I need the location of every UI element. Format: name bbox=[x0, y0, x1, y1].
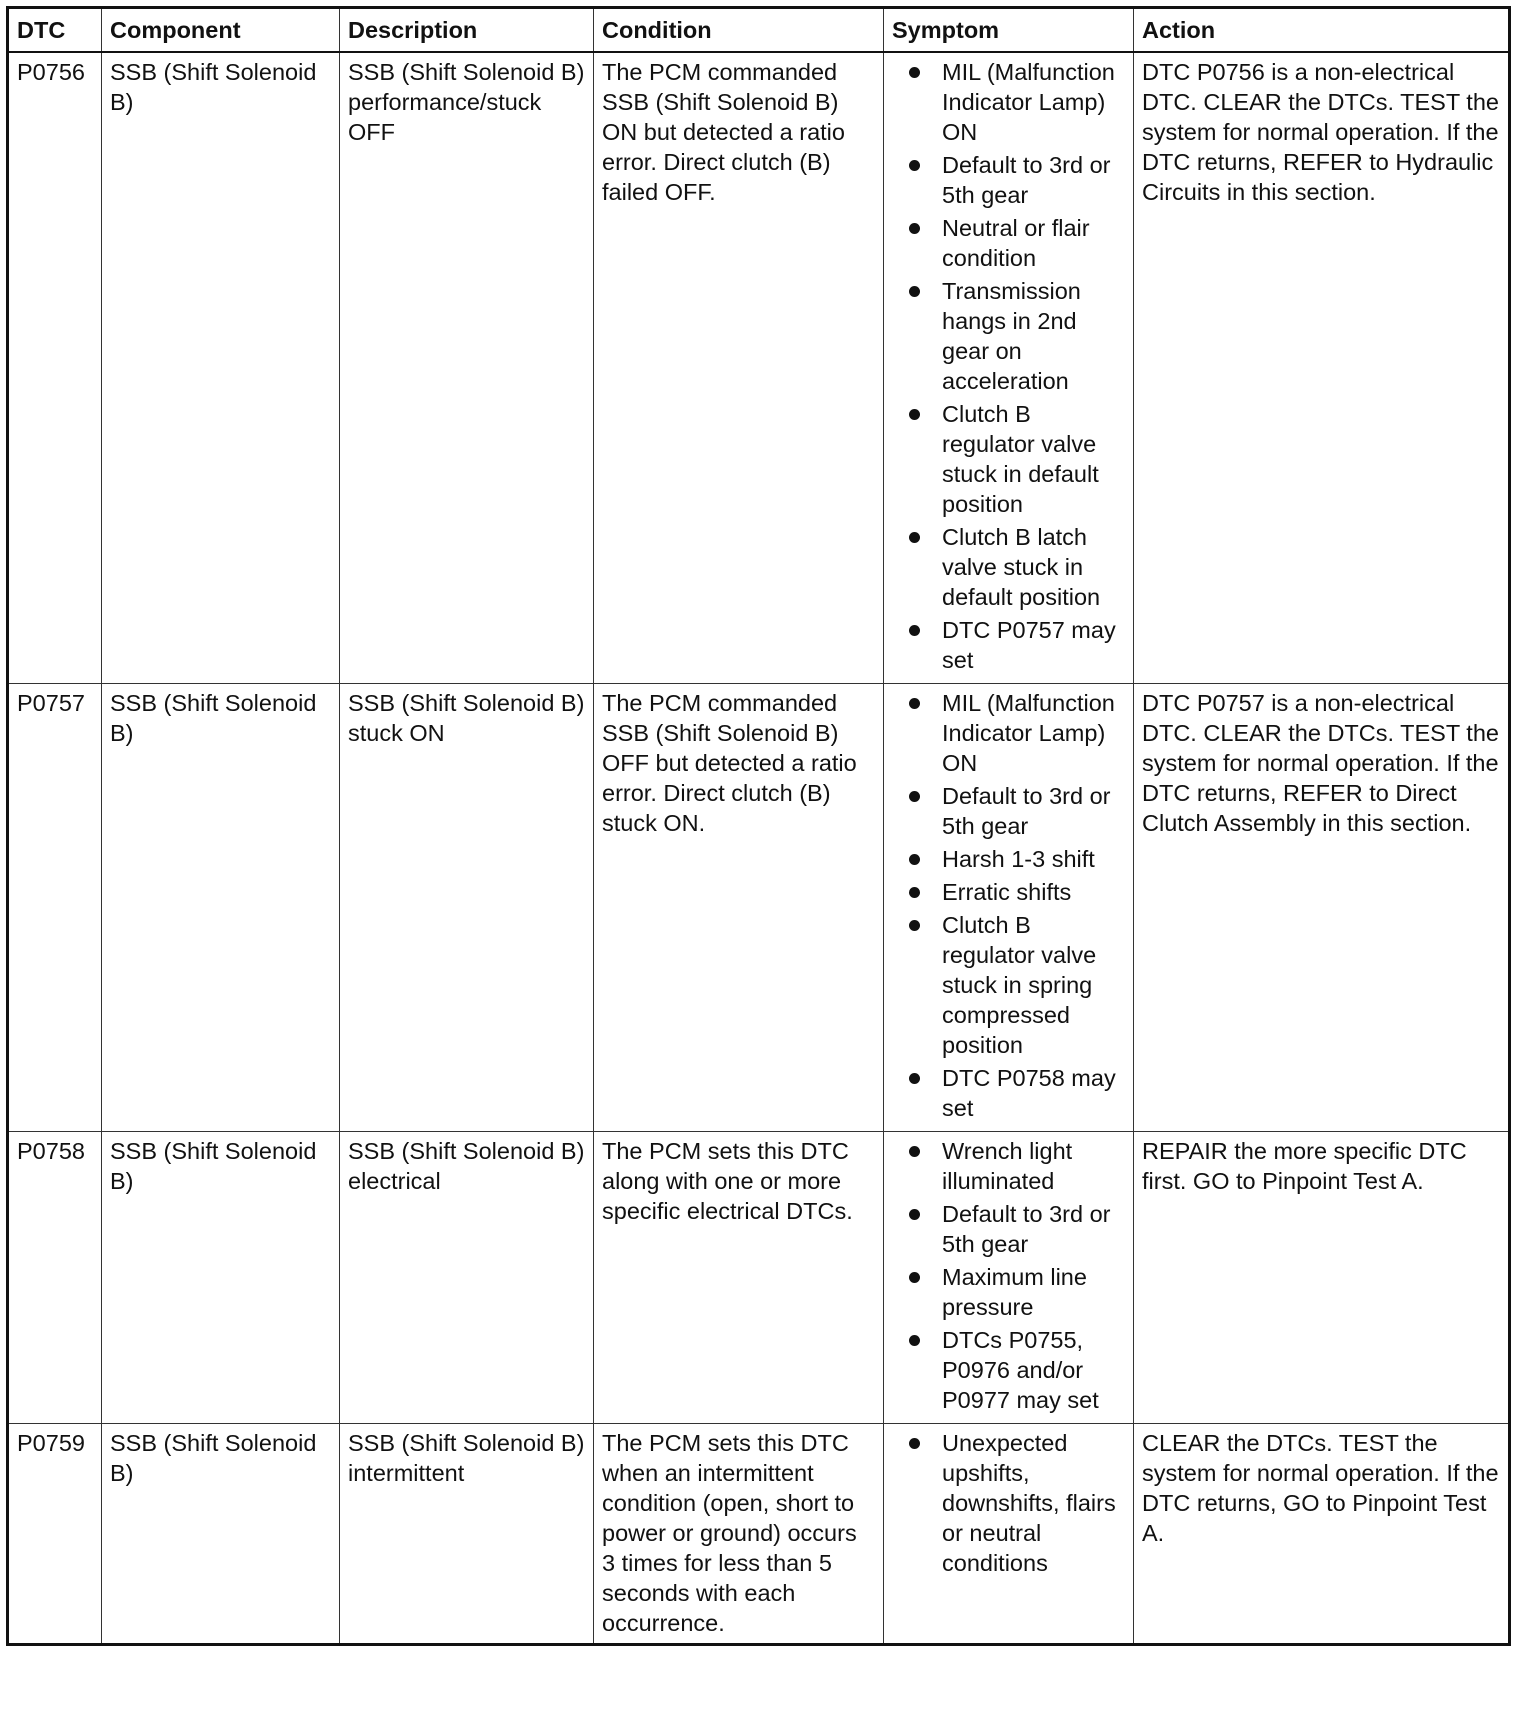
symptom-item bbox=[892, 1262, 1125, 1322]
header-condition: Condition bbox=[594, 8, 884, 53]
bullet-icon bbox=[909, 1073, 920, 1084]
cell-dtc: P0756 bbox=[8, 52, 102, 684]
cell-action: REPAIR the more specific DTC first. GO to Pinpoint Test A. bbox=[1134, 1132, 1510, 1424]
cell-condition: The PCM sets this DTC along with one or more specific electrical DTCs. bbox=[594, 1132, 884, 1424]
cell-condition: The PCM sets this DTC when an intermittent condition (open, short to power or ground) occurs 3 times for less than 5 seconds with each occurrence. bbox=[594, 1424, 884, 1645]
symptom-text: DTCs P0755, P0976 and/or P0977 may set bbox=[942, 1327, 1099, 1413]
bullet-icon bbox=[909, 1335, 920, 1346]
cell-component: SSB (Shift Solenoid B) bbox=[102, 684, 340, 1132]
table-body bbox=[8, 52, 1510, 1645]
bullet-icon bbox=[909, 698, 920, 709]
symptom-list bbox=[892, 1136, 1125, 1415]
cell-component: SSB (Shift Solenoid B) bbox=[102, 1424, 340, 1645]
symptom-item bbox=[892, 276, 1125, 396]
symptom-list bbox=[892, 57, 1125, 675]
cell-action: CLEAR the DTCs. TEST the system for normal operation. If the DTC returns, GO to Pinpoint Test A. bbox=[1134, 1424, 1510, 1645]
bullet-icon bbox=[909, 160, 920, 171]
header-description: Description bbox=[340, 8, 594, 53]
header-symptom: Symptom bbox=[884, 8, 1134, 53]
symptom-item bbox=[892, 781, 1125, 841]
header-action: Action bbox=[1134, 8, 1510, 53]
bullet-icon bbox=[909, 920, 920, 931]
header-dtc: DTC bbox=[8, 8, 102, 53]
symptom-text: Default to 3rd or 5th gear bbox=[942, 783, 1111, 839]
bullet-icon bbox=[909, 791, 920, 802]
bullet-icon bbox=[909, 532, 920, 543]
bullet-icon bbox=[909, 286, 920, 297]
bullet-icon bbox=[909, 223, 920, 234]
symptom-item bbox=[892, 150, 1125, 210]
symptom-item bbox=[892, 1063, 1125, 1123]
cell-action: DTC P0757 is a non-electrical DTC. CLEAR the DTCs. TEST the system for normal operation. If the DTC returns, REFER to Direct Clutch Assembly in this section. bbox=[1134, 684, 1510, 1132]
symptom-item bbox=[892, 399, 1125, 519]
table-row bbox=[8, 1132, 1510, 1424]
symptom-item bbox=[892, 213, 1125, 273]
table-row bbox=[8, 684, 1510, 1132]
cell-symptom bbox=[884, 52, 1134, 684]
bullet-icon bbox=[909, 1146, 920, 1157]
symptom-text: Maximum line pressure bbox=[942, 1264, 1087, 1320]
header-row bbox=[8, 8, 1510, 53]
symptom-text: Harsh 1-3 shift bbox=[942, 846, 1095, 872]
bullet-icon bbox=[909, 67, 920, 78]
table-row bbox=[8, 52, 1510, 684]
symptom-item bbox=[892, 1325, 1125, 1415]
symptom-item bbox=[892, 688, 1125, 778]
dtc-table-container bbox=[6, 6, 1508, 1646]
symptom-text: Erratic shifts bbox=[942, 879, 1072, 905]
cell-symptom bbox=[884, 1424, 1134, 1645]
cell-component: SSB (Shift Solenoid B) bbox=[102, 1132, 340, 1424]
symptom-text: Transmission hangs in 2nd gear on acceleration bbox=[942, 278, 1081, 394]
symptom-text: Default to 3rd or 5th gear bbox=[942, 152, 1111, 208]
symptom-list bbox=[892, 1428, 1125, 1578]
symptom-text: Clutch B regulator valve stuck in default position bbox=[942, 401, 1099, 517]
symptom-item bbox=[892, 615, 1125, 675]
symptom-text: MIL (Malfunction Indicator Lamp) ON bbox=[942, 690, 1115, 776]
symptom-item bbox=[892, 910, 1125, 1060]
symptom-text: Default to 3rd or 5th gear bbox=[942, 1201, 1111, 1257]
bullet-icon bbox=[909, 409, 920, 420]
symptom-text: DTC P0757 may set bbox=[942, 617, 1116, 673]
cell-action: DTC P0756 is a non-electrical DTC. CLEAR the DTCs. TEST the system for normal operation. If the DTC returns, REFER to Hydraulic Circuits in this section. bbox=[1134, 52, 1510, 684]
cell-condition: The PCM commanded SSB (Shift Solenoid B) OFF but detected a ratio error. Direct clutch (B) stuck ON. bbox=[594, 684, 884, 1132]
symptom-text: MIL (Malfunction Indicator Lamp) ON bbox=[942, 59, 1115, 145]
cell-component: SSB (Shift Solenoid B) bbox=[102, 52, 340, 684]
bullet-icon bbox=[909, 887, 920, 898]
symptom-item bbox=[892, 1136, 1125, 1196]
bullet-icon bbox=[909, 1438, 920, 1449]
symptom-item bbox=[892, 522, 1125, 612]
header-component: Component bbox=[102, 8, 340, 53]
bullet-icon bbox=[909, 854, 920, 865]
cell-description: SSB (Shift Solenoid B) stuck ON bbox=[340, 684, 594, 1132]
cell-symptom bbox=[884, 684, 1134, 1132]
cell-dtc: P0757 bbox=[8, 684, 102, 1132]
dtc-table bbox=[6, 6, 1511, 1646]
bullet-icon bbox=[909, 1209, 920, 1220]
symptom-text: Unexpected upshifts, downshifts, flairs or neutral conditions bbox=[942, 1430, 1116, 1576]
symptom-item bbox=[892, 877, 1125, 907]
symptom-text: Clutch B latch valve stuck in default position bbox=[942, 524, 1101, 610]
cell-description: SSB (Shift Solenoid B) electrical bbox=[340, 1132, 594, 1424]
cell-description: SSB (Shift Solenoid B) intermittent bbox=[340, 1424, 594, 1645]
cell-condition: The PCM commanded SSB (Shift Solenoid B) ON but detected a ratio error. Direct clutch (B) failed OFF. bbox=[594, 52, 884, 684]
cell-description: SSB (Shift Solenoid B) performance/stuck OFF bbox=[340, 52, 594, 684]
symptom-text: Neutral or flair condition bbox=[942, 215, 1090, 271]
symptom-item bbox=[892, 1428, 1125, 1578]
symptom-text: Clutch B regulator valve stuck in spring compressed position bbox=[942, 912, 1097, 1058]
bullet-icon bbox=[909, 1272, 920, 1283]
symptom-item bbox=[892, 1199, 1125, 1259]
cell-dtc: P0758 bbox=[8, 1132, 102, 1424]
cell-dtc: P0759 bbox=[8, 1424, 102, 1645]
table-row bbox=[8, 1424, 1510, 1645]
symptom-item bbox=[892, 844, 1125, 874]
cell-symptom bbox=[884, 1132, 1134, 1424]
symptom-text: Wrench light illuminated bbox=[942, 1138, 1073, 1194]
symptom-text: DTC P0758 may set bbox=[942, 1065, 1116, 1121]
symptom-list bbox=[892, 688, 1125, 1123]
bullet-icon bbox=[909, 625, 920, 636]
symptom-item bbox=[892, 57, 1125, 147]
